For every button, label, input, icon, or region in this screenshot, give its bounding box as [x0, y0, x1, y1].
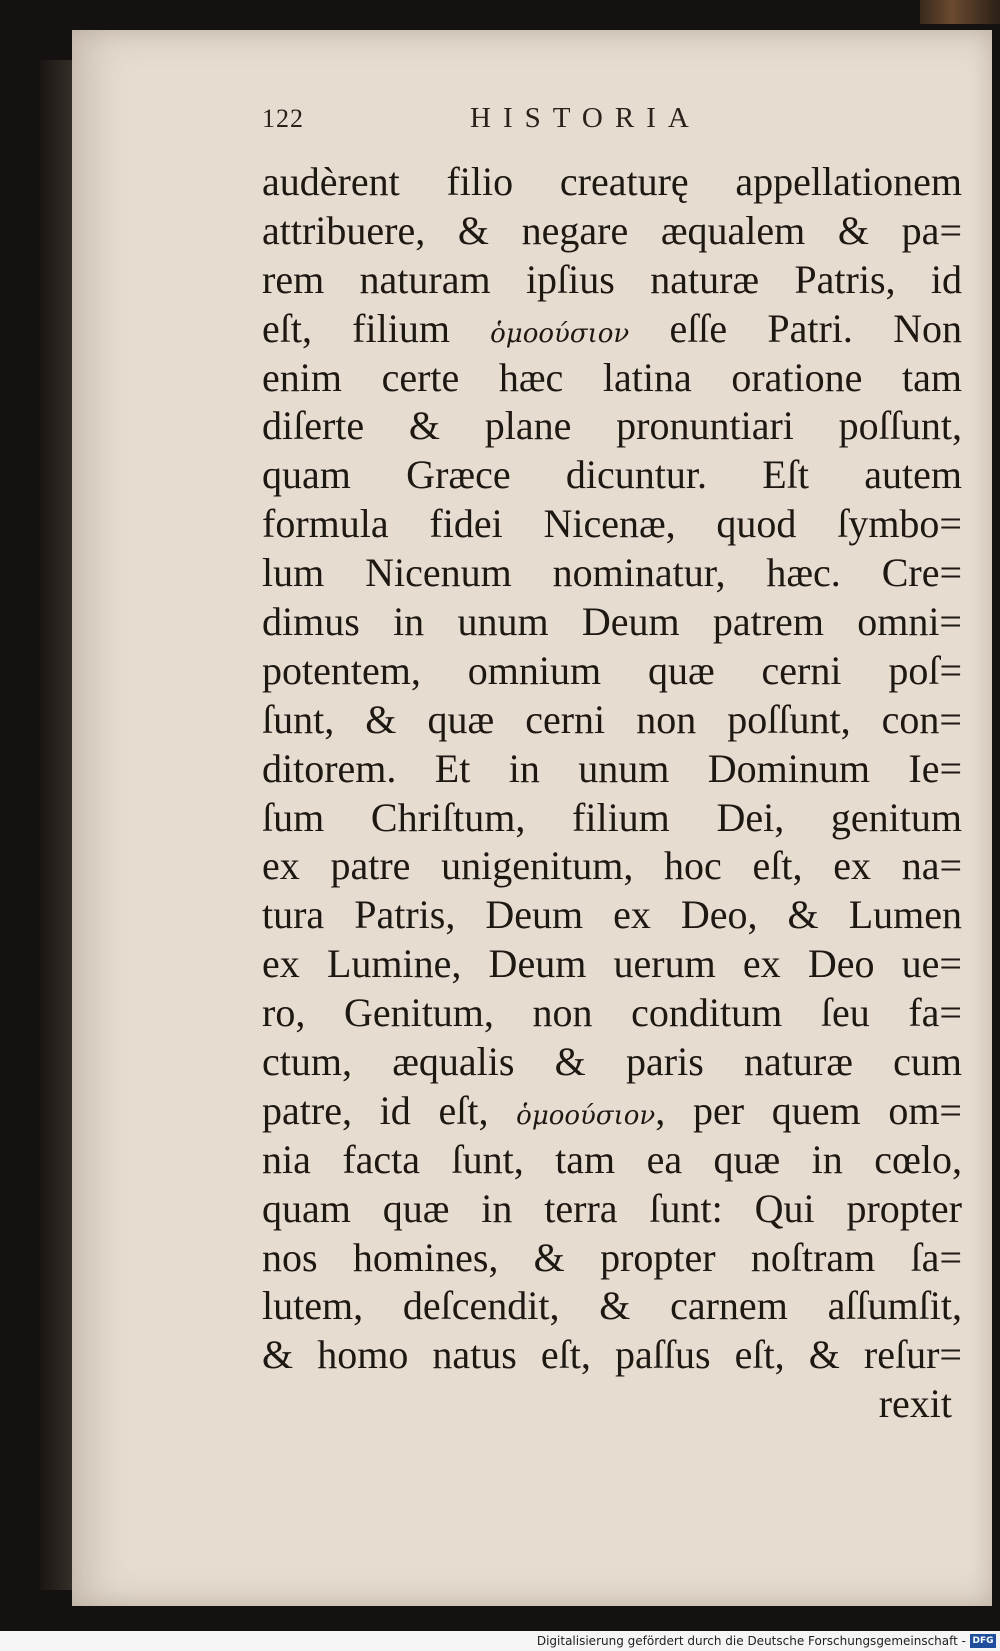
dfg-logo: DFG	[970, 1634, 996, 1648]
text-line: lum Nicenum nominatur, hæc. Cre=	[262, 550, 962, 596]
text-line: tura Patris, Deum ex Deo, & Lumen	[262, 892, 962, 938]
greek-word: ὁμοούσιον	[490, 318, 630, 349]
text-line: lutem, deſcendit, & carnem aſſumſit,	[262, 1283, 962, 1329]
text-line-with-greek	[262, 1087, 962, 1136]
text-line: dimus in unum Deum patrem omni=	[262, 599, 962, 645]
text-line: formula fidei Nicenæ, quod ſymbo=	[262, 501, 962, 547]
text-line: nia facta ſunt, tam ea quæ in cœlo,	[262, 1136, 962, 1182]
text-line: ro, Genitum, non conditum ſeu fa=	[262, 990, 962, 1036]
text-line: attribuere, & negare æqualem & pa=	[262, 207, 962, 253]
text-line: rem naturam ipſius naturæ Patris, id	[262, 256, 962, 302]
text-line: enim certe hæc latina oratione tam	[262, 354, 962, 400]
text-line: ex Lumine, Deum uerum ex Deo ue=	[262, 941, 962, 987]
text-line: ſum Chriſtum, filium Dei, genitum	[262, 794, 962, 840]
text-segment: eſt, filium	[262, 305, 450, 351]
text-line: nos homines, & propter noſtram ſa=	[262, 1234, 962, 1280]
text-segment: patre, id eſt,	[262, 1087, 489, 1133]
text-segment: , per quem om=	[655, 1087, 962, 1133]
footer-credit: Digitalisierung gefördert durch die Deutsche Forschungsgemeinschaft -	[536, 1634, 966, 1648]
text-line: ctum, æqualis & paris naturæ cum	[262, 1039, 962, 1085]
text-line: ſunt, & quæ cerni non poſſunt, con=	[262, 696, 962, 742]
text-line: audèrent filio creaturę appellationem	[262, 159, 962, 204]
text-line: potentem, omnium quæ cerni poſ=	[262, 647, 962, 693]
page-number: 122	[262, 104, 304, 133]
catchword: rexit	[878, 1381, 952, 1427]
page-header	[262, 98, 752, 148]
text-line: diſerte & plane pronuntiari poſſunt,	[262, 403, 962, 449]
text-line: & homo natus eſt, paſſus eſt, & reſur=	[262, 1332, 962, 1378]
book-edge	[920, 0, 1000, 24]
text-line: ditorem. Et in unum Dominum Ie=	[262, 745, 962, 791]
running-title: HISTORIA	[470, 102, 701, 134]
body-text	[262, 158, 962, 1429]
greek-word: ὁμοούσιον	[516, 1100, 656, 1131]
text-line-with-greek	[262, 305, 962, 354]
text-segment: eſſe Patri. Non	[669, 305, 962, 351]
text-line: quam quæ in terra ſunt: Qui propter	[262, 1185, 962, 1231]
text-line: quam Græce dicuntur. Eſt autem	[262, 452, 962, 498]
digitization-footer	[0, 1631, 1000, 1651]
text-line: ex patre unigenitum, hoc eſt, ex na=	[262, 843, 962, 889]
